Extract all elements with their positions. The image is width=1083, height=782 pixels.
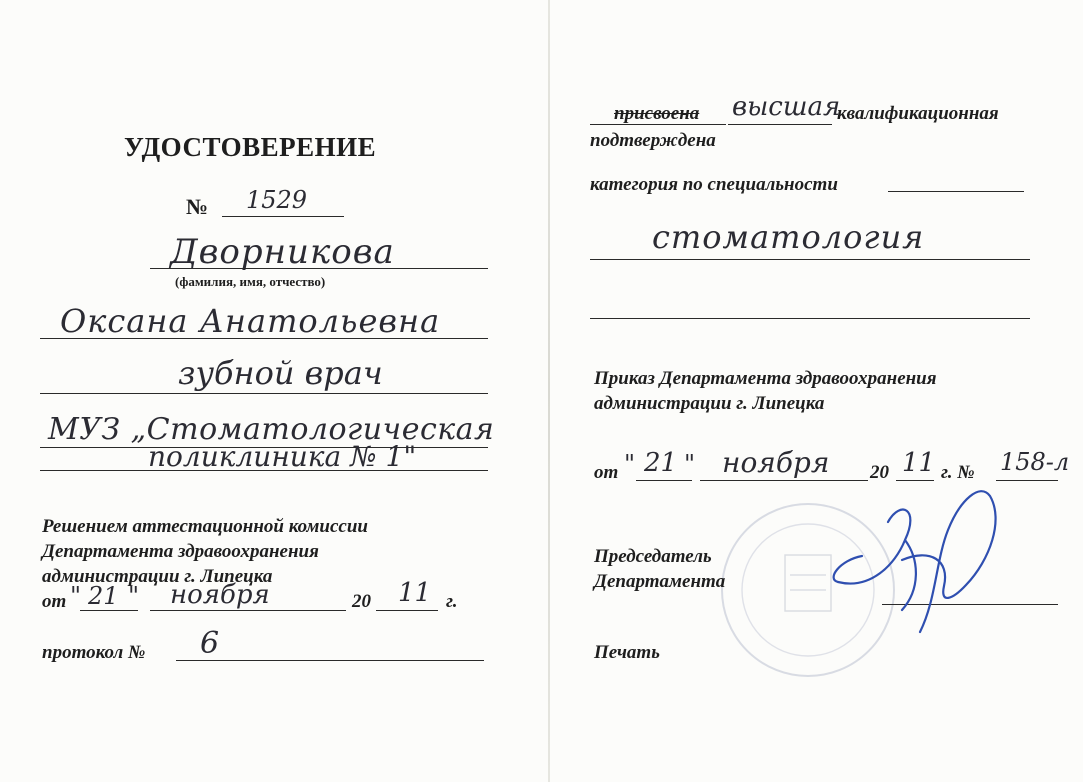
certificate-number: 1529 (246, 186, 308, 214)
date-from-label: от (42, 591, 67, 612)
order-line-2: администрации г. Липецка (594, 393, 825, 414)
protocol-number: 6 (200, 626, 220, 661)
number-label: № (186, 194, 209, 219)
specialty-handwritten: стоматология (652, 218, 925, 256)
surname-handwritten: Дворникова (170, 232, 395, 272)
order-quote-close: " (684, 450, 696, 478)
confirmed-word: подтверждена (590, 130, 716, 151)
order-month: ноября (722, 446, 830, 479)
date-quote-open: " (70, 582, 82, 610)
order-day: 21 (644, 448, 678, 478)
date-century: 20 (352, 591, 371, 612)
decision-line-3: администрации г. Липецка (42, 566, 273, 587)
order-line-1: Приказ Департамента здравоохранения (594, 368, 937, 389)
position-handwritten: зубной врач (178, 354, 383, 392)
category-label: категория по специальности (590, 174, 838, 195)
chair-line-2: Департамента (594, 571, 726, 592)
chair-line-1: Председатель (594, 546, 712, 567)
organization-handwritten-1: МУЗ „Стоматологическая (48, 412, 495, 447)
seal-label: Печать (594, 642, 660, 663)
order-century: 20 (870, 462, 889, 483)
date-quote-close: " (128, 582, 140, 610)
order-from-label: от (594, 462, 619, 483)
order-quote-open: " (624, 450, 636, 478)
assigned-struck: присвоена (614, 103, 700, 124)
order-number: 158-л (1000, 448, 1070, 476)
order-g-no: г. № (941, 462, 975, 483)
decision-line-2: Департамента здравоохранения (42, 541, 319, 562)
category-handwritten: высшая (732, 92, 841, 122)
certificate-title: УДОСТОВЕРЕНИЕ (124, 132, 377, 162)
decision-line-1: Решением аттестационной комиссии (42, 516, 368, 537)
date-day: 21 (88, 582, 119, 610)
organization-handwritten-2: поликлиника № 1" (148, 440, 417, 473)
date-month: ноября (170, 580, 270, 610)
date-g: г. (446, 591, 458, 612)
fio-caption: (фамилия, имя, отчество) (175, 274, 326, 289)
qualification-word: квалификационная (837, 103, 999, 124)
order-year: 11 (902, 448, 936, 478)
protocol-label: протокол № (42, 642, 146, 663)
name-handwritten: Оксана Анатольевна (60, 302, 441, 340)
date-year: 11 (398, 578, 432, 608)
